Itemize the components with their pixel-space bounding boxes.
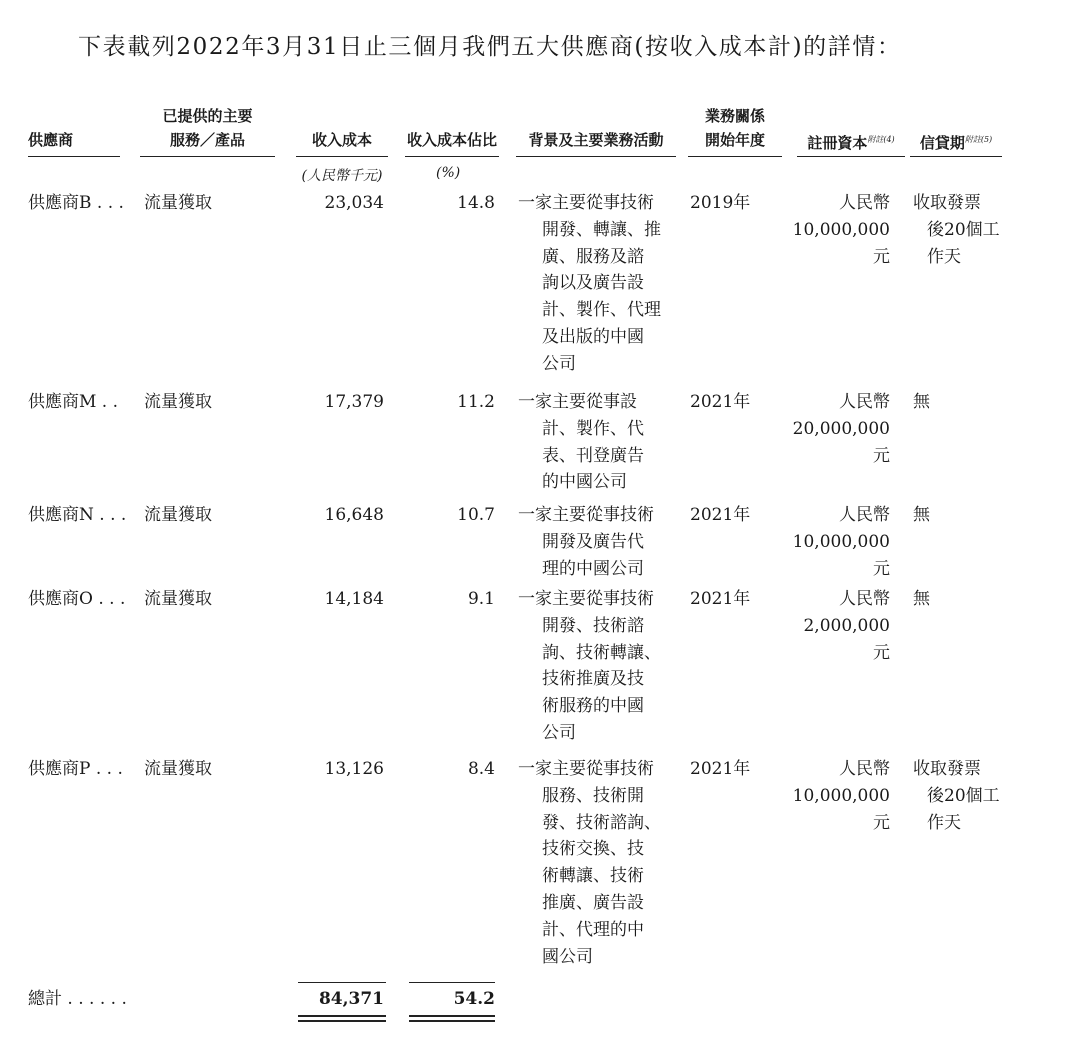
header-rule-background: [516, 156, 676, 157]
header-service-line2: 服務／產品: [169, 131, 245, 149]
row-service: 流量獲取: [144, 392, 212, 412]
credit-line: 收取發票: [913, 193, 981, 213]
row-pct: 14.8: [457, 193, 495, 213]
credit-line: 作天: [927, 812, 961, 833]
total-rule-top-cost: [298, 982, 386, 983]
background-line: 計、製作、代理: [542, 300, 661, 321]
total-double-rule-cost-1: [298, 1015, 386, 1017]
header-rule-service: [140, 156, 275, 157]
row-cost: 23,034: [324, 193, 384, 213]
background-line: 術轉讓、技術: [542, 866, 644, 887]
row-background: [518, 756, 668, 970]
background-line: 一家主要從事技術: [518, 759, 654, 779]
background-line: 計、代理的中: [542, 919, 644, 940]
background-line: 技術交換、技: [542, 839, 644, 860]
background-line: 開發、轉讓、推: [542, 219, 661, 240]
row-cost: 17,379: [324, 392, 384, 412]
capital-line: 10,000,000元: [792, 220, 890, 267]
row-credit: [913, 756, 1008, 836]
capital-footnote-ref: 附註(4): [867, 135, 895, 144]
background-line: 的中國公司: [542, 472, 627, 493]
row-cost: 14,184: [324, 589, 384, 609]
background-line: 公司: [542, 353, 576, 374]
header-background: 背景及主要業務活動: [528, 131, 664, 149]
row-year: 2021年: [690, 505, 751, 525]
row-background: [518, 586, 668, 747]
row-supplier: 供應商O . . .: [28, 589, 126, 609]
row-service: 流量獲取: [144, 589, 212, 609]
row-year: 2021年: [690, 392, 751, 412]
header-capital: 註冊資本$^{附註(4)}$: [807, 134, 895, 152]
capital-line: 人民幣: [839, 589, 890, 609]
background-line: 開發、技術諮: [542, 615, 644, 636]
row-service: 流量獲取: [144, 759, 212, 779]
background-line: 國公司: [542, 946, 593, 967]
header-year-line1: 業務關係: [704, 107, 765, 125]
row-supplier: 供應商M . .: [28, 392, 119, 412]
total-label: 總計 . . . . . .: [28, 989, 127, 1009]
credit-footnote-ref: 附註(5): [964, 135, 993, 144]
row-cost: 16,648: [324, 505, 384, 525]
header-credit: 信貸期$^{附註(5)}$: [919, 134, 993, 152]
row-capital: [790, 389, 890, 470]
header-cost: 收入成本: [311, 131, 372, 149]
row-year: 2021年: [690, 759, 751, 779]
capital-line: 20,000,000元: [792, 419, 890, 466]
capital-line: 2,000,000元: [803, 616, 890, 663]
row-pct: 11.2: [457, 392, 495, 412]
header-rule-pct: [405, 156, 499, 157]
row-capital: [790, 502, 890, 583]
background-line: 理的中國公司: [542, 558, 644, 579]
background-line: 詢、技術轉讓、: [542, 642, 661, 663]
capital-line: 人民幣: [839, 193, 890, 213]
background-line: 術服務的中國: [542, 696, 644, 717]
capital-line: 人民幣: [839, 392, 890, 412]
row-pct: 9.1: [467, 589, 495, 609]
header-pct: 收入成本佔比: [406, 131, 497, 149]
header-supplier: 供應商: [28, 131, 74, 149]
credit-line: 無: [913, 392, 930, 412]
total-pct: 54.2: [453, 989, 495, 1009]
row-supplier: 供應商P . . .: [28, 759, 123, 779]
intro-text: 下表載列2022年3月31日止三個月我們五大供應商(按收入成本計)的詳情：: [78, 34, 902, 60]
credit-line: 無: [913, 505, 930, 525]
header-year-line2: 開始年度: [704, 131, 765, 149]
background-line: 一家主要從事設: [518, 392, 637, 412]
background-line: 一家主要從事技術: [518, 505, 654, 525]
background-line: 服務、技術開: [542, 785, 644, 806]
background-line: 詢以及廣告設: [542, 273, 644, 294]
credit-line: 後20個工: [927, 219, 1000, 240]
capital-line: 人民幣: [839, 505, 890, 525]
row-background: [518, 389, 668, 496]
row-year: 2019年: [690, 193, 751, 213]
row-background: [518, 502, 668, 582]
credit-line: 後20個工: [927, 785, 1000, 806]
row-year: 2021年: [690, 589, 751, 609]
background-line: 表、刊登廣告: [542, 445, 644, 466]
row-credit: [913, 502, 1008, 529]
header-rule-credit: [910, 156, 1002, 157]
background-line: 公司: [542, 722, 576, 743]
total-rule-top-pct: [409, 982, 495, 983]
header-rule-supplier: [28, 156, 120, 157]
background-line: 發、技術諮詢、: [542, 812, 661, 833]
row-credit: [913, 586, 1008, 613]
row-supplier: 供應商N . . .: [28, 505, 127, 525]
row-cost: 13,126: [324, 759, 384, 779]
background-line: 推廣、廣告設: [542, 892, 644, 913]
row-credit: [913, 190, 1008, 270]
row-capital: [790, 586, 890, 667]
credit-line: 收取發票: [913, 759, 981, 779]
unit-cost: (人民幣千元): [301, 168, 383, 184]
row-pct: 10.7: [457, 505, 495, 525]
row-credit: [913, 389, 1008, 416]
capital-line: 10,000,000元: [792, 786, 890, 833]
row-background: [518, 190, 668, 378]
capital-line: 人民幣: [839, 759, 890, 779]
background-line: 計、製作、代: [542, 418, 644, 439]
header-rule-year: [688, 156, 782, 157]
header-rule-capital: [797, 156, 905, 157]
capital-line: 10,000,000元: [792, 532, 890, 579]
row-pct: 8.4: [467, 759, 495, 779]
header-rule-cost: [296, 156, 388, 157]
row-service: 流量獲取: [144, 505, 212, 525]
row-capital: [790, 756, 890, 837]
background-line: 一家主要從事技術: [518, 193, 654, 213]
row-service: 流量獲取: [144, 193, 212, 213]
background-line: 及出版的中國: [542, 326, 644, 347]
unit-pct: (%): [436, 165, 461, 181]
total-double-rule-pct-2: [409, 1020, 495, 1022]
background-line: 一家主要從事技術: [518, 589, 654, 609]
background-line: 廣、服務及諮: [542, 246, 644, 267]
header-service-line1: 已提供的主要: [162, 107, 253, 125]
credit-line: 無: [913, 589, 930, 609]
total-cost: 84,371: [318, 989, 384, 1009]
background-line: 開發及廣告代: [542, 531, 644, 552]
credit-line: 作天: [927, 246, 961, 267]
total-double-rule-pct-1: [409, 1015, 495, 1017]
row-supplier: 供應商B . . .: [28, 193, 124, 213]
row-capital: [790, 190, 890, 271]
background-line: 技術推廣及技: [542, 669, 644, 690]
total-double-rule-cost-2: [298, 1020, 386, 1022]
